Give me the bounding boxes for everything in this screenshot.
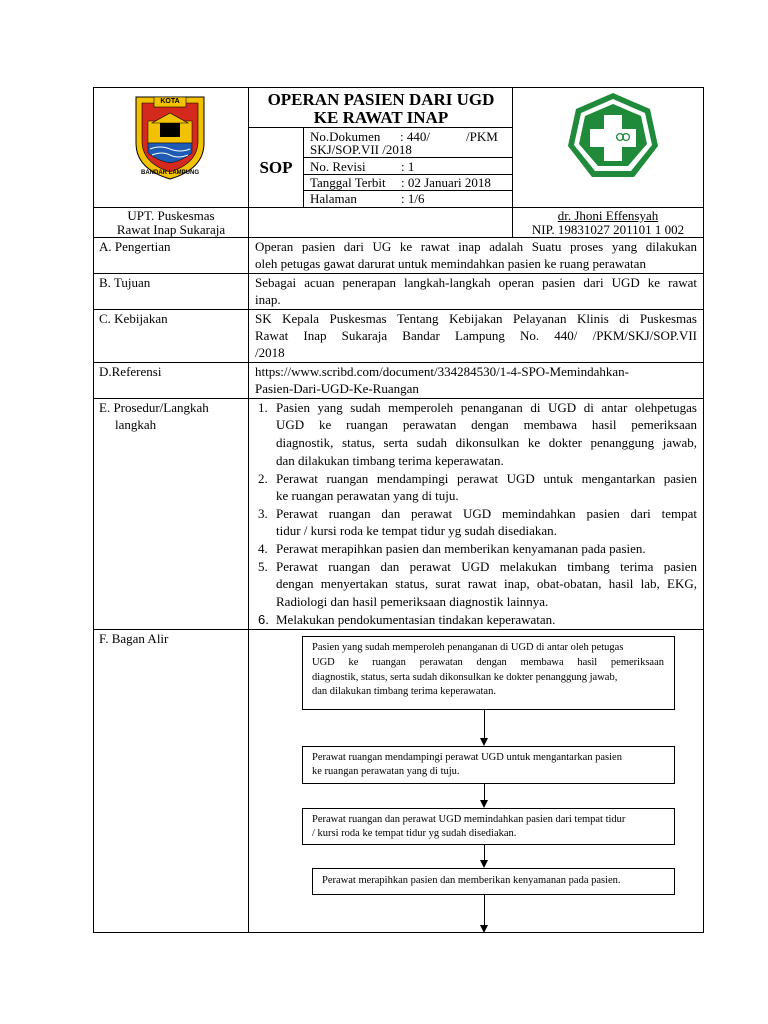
flowchart-box-line: dan dilakukan timbang terima keperawatan. xyxy=(312,686,496,697)
document-title-line2: KE RAWAT INAP xyxy=(313,108,449,127)
flowchart-connector xyxy=(484,784,485,800)
flowchart-box xyxy=(302,746,675,784)
flowchart-box xyxy=(302,636,675,710)
reference-link[interactable]: https://www.scribd.com/document/334284530/1-4-SPO-Memindahkan- xyxy=(255,364,629,379)
section-text-line: Operan pasien dari UG ke rawat inap adalah Suatu proses yang dilakukan xyxy=(255,239,697,254)
section-label: langkah xyxy=(115,417,157,432)
flowchart-box-line: Pasien yang sudah memperoleh penanganan di UGD di antar oleh petugas xyxy=(312,642,624,653)
flowchart-box-line: Perawat merapihkan pasien dan memberikan kenyamanan pada pasien. xyxy=(322,875,621,886)
step-text-line: Perawat ruangan dan perawat UGD melakukan timbang terima pasien xyxy=(276,559,697,574)
flowchart-box-line: diagnostik, status, serta sudah dikonsulkan ke dokter penanggung jawab, xyxy=(312,672,618,683)
flowchart-box xyxy=(312,868,675,895)
section-label: D.Referensi xyxy=(99,364,162,379)
flowchart-connector xyxy=(484,710,485,738)
flowchart-arrow xyxy=(480,860,488,868)
step-number: 6. xyxy=(258,612,269,627)
doc-field-value: : 02 Januari 2018 xyxy=(401,175,491,190)
document-title-line1: OPERAN PASIEN DARI UGD xyxy=(267,90,495,109)
flowchart-box xyxy=(302,808,675,845)
section-text-line: oleh petugas gawat darurat untuk memindahkan pasien ke ruang perawatan xyxy=(255,256,646,271)
step-text-line: ke ruangan perawatan yang di tuju. xyxy=(276,488,459,503)
sop-label: SOP xyxy=(259,158,293,177)
org-name-line1: UPT. Puskesmas xyxy=(127,208,215,223)
step-text-line: Perawat merapihkan pasien dan memberikan kenyamanan pada pasien. xyxy=(276,541,646,556)
flowchart-arrow xyxy=(480,738,488,746)
step-number: 4. xyxy=(258,541,268,556)
step-text-line: diagnostik, status, serta sudah dikonsulkan ke dokter penanggung jawab, xyxy=(276,435,697,450)
flowchart-connector xyxy=(484,895,485,925)
step-number: 5. xyxy=(258,559,268,574)
section-label: E. Prosedur/Langkah xyxy=(99,400,209,415)
doc-field-label: No.Dokumen xyxy=(310,129,381,144)
step-number: 2. xyxy=(258,471,268,486)
section-label: B. Tujuan xyxy=(99,275,151,290)
step-text-line: dan dilakukan timbang terima keperawatan. xyxy=(276,453,504,468)
section-text-line: Sebagai acuan penerapan langkah-langkah operan pasien dari UGD ke rawat xyxy=(255,275,697,290)
logo-label-bandar-lampung: BANDAR LAMPUNG xyxy=(141,170,199,176)
flowchart-arrow xyxy=(480,925,488,933)
section-label: F. Bagan Alir xyxy=(99,631,169,646)
doc-field-value: /PKM xyxy=(466,129,498,144)
step-text-line: Pasien yang sudah memperoleh penanganan di UGD di antar olehpetugas xyxy=(276,400,697,415)
step-number: 1. xyxy=(258,400,268,415)
doc-field-value: : 1 xyxy=(401,159,415,174)
reference-link[interactable]: Pasien-Dari-UGD-Ke-Ruangan xyxy=(255,381,419,396)
kota-bandar-lampung-logo xyxy=(130,93,210,181)
org-name-line2: Rawat Inap Sukaraja xyxy=(116,222,226,237)
logo-label-kota: KOTA xyxy=(160,98,180,105)
flowchart-arrow xyxy=(480,800,488,808)
flowchart-box-line: / kursi roda ke tempat tidur yg sudah disediakan. xyxy=(312,828,517,839)
step-text-line: Radiologi dan hasil pemeriksaan diagnostik lainnya. xyxy=(276,594,549,609)
step-text-line: Perawat ruangan dan perawat UGD memindahkan pasien dari tempat xyxy=(276,506,697,521)
flowchart-box-line: Perawat ruangan mendampingi perawat UGD untuk mengantarkan pasien xyxy=(312,752,622,763)
doc-field-value: SKJ/SOP.VII /2018 xyxy=(310,142,412,157)
step-number: 3. xyxy=(258,506,268,521)
step-text-line: dengan menyertakan status, surat rawat inap, obat-obatan, hasil lab, EKG, xyxy=(276,576,697,591)
doc-field-value: : 440/ xyxy=(400,129,430,144)
doc-field-label: Halaman xyxy=(310,191,357,206)
step-text-line: Perawat ruangan mendampingi perawat UGD untuk mengantarkan pasien xyxy=(276,471,697,486)
section-text-line: /2018 xyxy=(255,345,285,360)
section-text-line: Rawat Inap Sukaraja Bandar Lampung No. 440/ /PKM/SKJ/SOP.VII xyxy=(255,328,697,343)
doc-field-label: No. Revisi xyxy=(310,159,366,174)
step-text-line: Melakukan pendokumentasian tindakan keperawatan. xyxy=(276,612,556,627)
puskesmas-logo xyxy=(566,91,660,183)
signer-nip: NIP. 19831027 201101 1 002 xyxy=(531,222,685,237)
section-label: A. Pengertian xyxy=(99,239,171,254)
flowchart-connector xyxy=(484,845,485,860)
signer-name: dr. Jhoni Effensyah xyxy=(557,208,659,223)
flowchart-box-line: Perawat ruangan dan perawat UGD memindahkan pasien dari tempat tidur xyxy=(312,814,626,825)
step-text-line: tidur / kursi roda ke tempat tidur yg sudah disediakan. xyxy=(276,523,557,538)
section-label: C. Kebijakan xyxy=(99,311,168,326)
flowchart-box-line: UGD ke ruangan perawatan dengan membawa hasil pemeriksaan xyxy=(312,657,664,668)
section-text-line: SK Kepala Puskesmas Tentang Kebijakan Pelayanan Klinis di Puskesmas xyxy=(255,311,697,326)
section-text-line: inap. xyxy=(255,292,281,307)
doc-field-value: : 1/6 xyxy=(401,191,425,206)
step-text-line: UGD ke ruangan perawatan dengan membawa hasil pemeriksaan xyxy=(276,417,697,432)
flowchart-box-line: ke ruangan perawatan yang di tuju. xyxy=(312,766,460,777)
doc-field-label: Tanggal Terbit xyxy=(310,175,386,190)
